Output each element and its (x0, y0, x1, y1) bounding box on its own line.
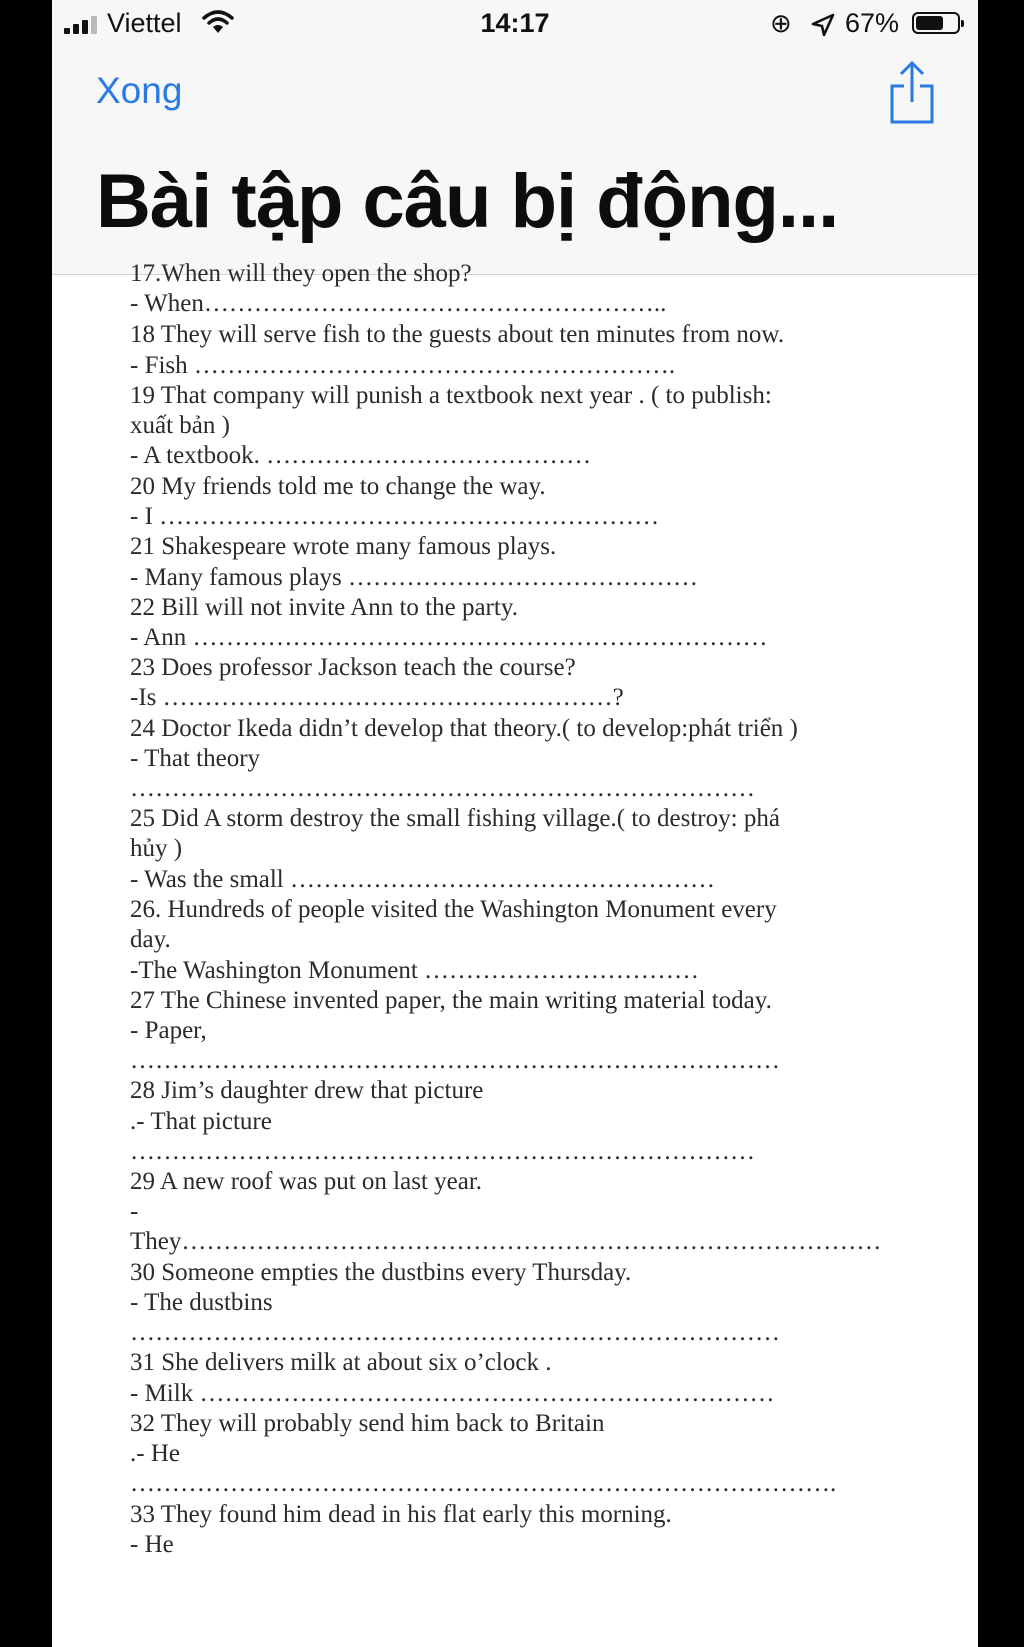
text-line: …………………………………………………………………… (130, 1047, 780, 1074)
text-line: 21 Shakespeare wrote many famous plays. (130, 533, 557, 560)
text-line: -Is ………………………………………………? (130, 684, 624, 711)
carrier-name: Viettel (107, 8, 182, 38)
text-line: hủy ) (130, 835, 183, 862)
text-line: - Many famous plays …………………………………… (130, 564, 699, 591)
header (52, 0, 978, 275)
text-line: 17.When will they open the shop? (130, 260, 472, 287)
text-line: - A textbook. ………………………………… (130, 442, 592, 469)
text-line: …………………………………………………………………………. (130, 1470, 837, 1497)
battery-icon (912, 12, 960, 34)
text-line: 31 She delivers milk at about six o’clock . (130, 1349, 552, 1376)
text-line: ………………………………………………………………… (130, 1138, 755, 1165)
text-line: 23 Does professor Jackson teach the course? (130, 654, 576, 681)
text-line: They………………………………………………………………………… (130, 1228, 882, 1255)
text-line: 27 The Chinese invented paper, the main writing material today. (130, 987, 772, 1014)
battery-percentage: 67% (845, 8, 900, 38)
text-line: 24 Doctor Ikeda didn’t develop that theory.( to develop:phát triển ) (130, 715, 798, 742)
text-line: - Paper, (130, 1017, 207, 1044)
text-line: …………………………………………………………………… (130, 1319, 780, 1346)
text-line: ………………………………………………………………… (130, 775, 755, 802)
text-line: 30 Someone empties the dustbins every Thursday. (130, 1259, 632, 1286)
text-line: - I …………………………………………………… (130, 503, 660, 530)
text-line: - Ann …………………………………………………………… (130, 624, 768, 651)
text-line: 29 A new roof was put on last year. (130, 1168, 483, 1195)
text-line: day. (130, 926, 171, 953)
text-line: - Was the small …………………………………………… (130, 866, 715, 893)
text-line: - When……………………………………………….. (130, 290, 667, 317)
text-line: - The dustbins (130, 1289, 273, 1316)
phone-screen (52, 0, 978, 1647)
text-line: 18 They will serve fish to the guests about ten minutes from now. (130, 321, 785, 348)
page-title: Bài tập câu bị động... (96, 159, 839, 244)
text-line: -The Washington Monument …………………………… (130, 957, 700, 984)
text-line: 28 Jim’s daughter drew that picture (130, 1077, 484, 1104)
text-line: - Fish …………………………………………………. (130, 352, 676, 379)
text-line: 33 They found him dead in his flat early this morning. (130, 1501, 672, 1528)
text-line: 20 My friends told me to change the way. (130, 473, 546, 500)
text-line: .- That picture (130, 1108, 272, 1135)
text-line: 25 Did A storm destroy the small fishing village.( to destroy: phá (130, 805, 780, 832)
text-line: 22 Bill will not invite Ann to the party. (130, 594, 518, 621)
text-line: .- He (130, 1440, 180, 1467)
share-icon[interactable] (888, 60, 936, 124)
done-button[interactable]: Xong (96, 70, 183, 111)
status-bar (52, 0, 978, 46)
text-line: - Milk …………………………………………………………… (130, 1380, 775, 1407)
text-line: 26. Hundreds of people visited the Washington Monument every (130, 896, 777, 923)
text-line: xuất bản ) (130, 412, 230, 439)
location-icon (810, 12, 836, 38)
text-line: 19 That company will punish a textbook next year . ( to publish: (130, 382, 772, 409)
rotation-lock-icon: ⊕ (770, 8, 792, 38)
status-time: 14:17 (480, 8, 550, 38)
text-line: - (130, 1198, 139, 1225)
document-content[interactable] (52, 260, 978, 1647)
text-line: - He (130, 1531, 174, 1558)
text-line: 32 They will probably send him back to Britain (130, 1410, 605, 1437)
text-line: - That theory (130, 745, 261, 772)
